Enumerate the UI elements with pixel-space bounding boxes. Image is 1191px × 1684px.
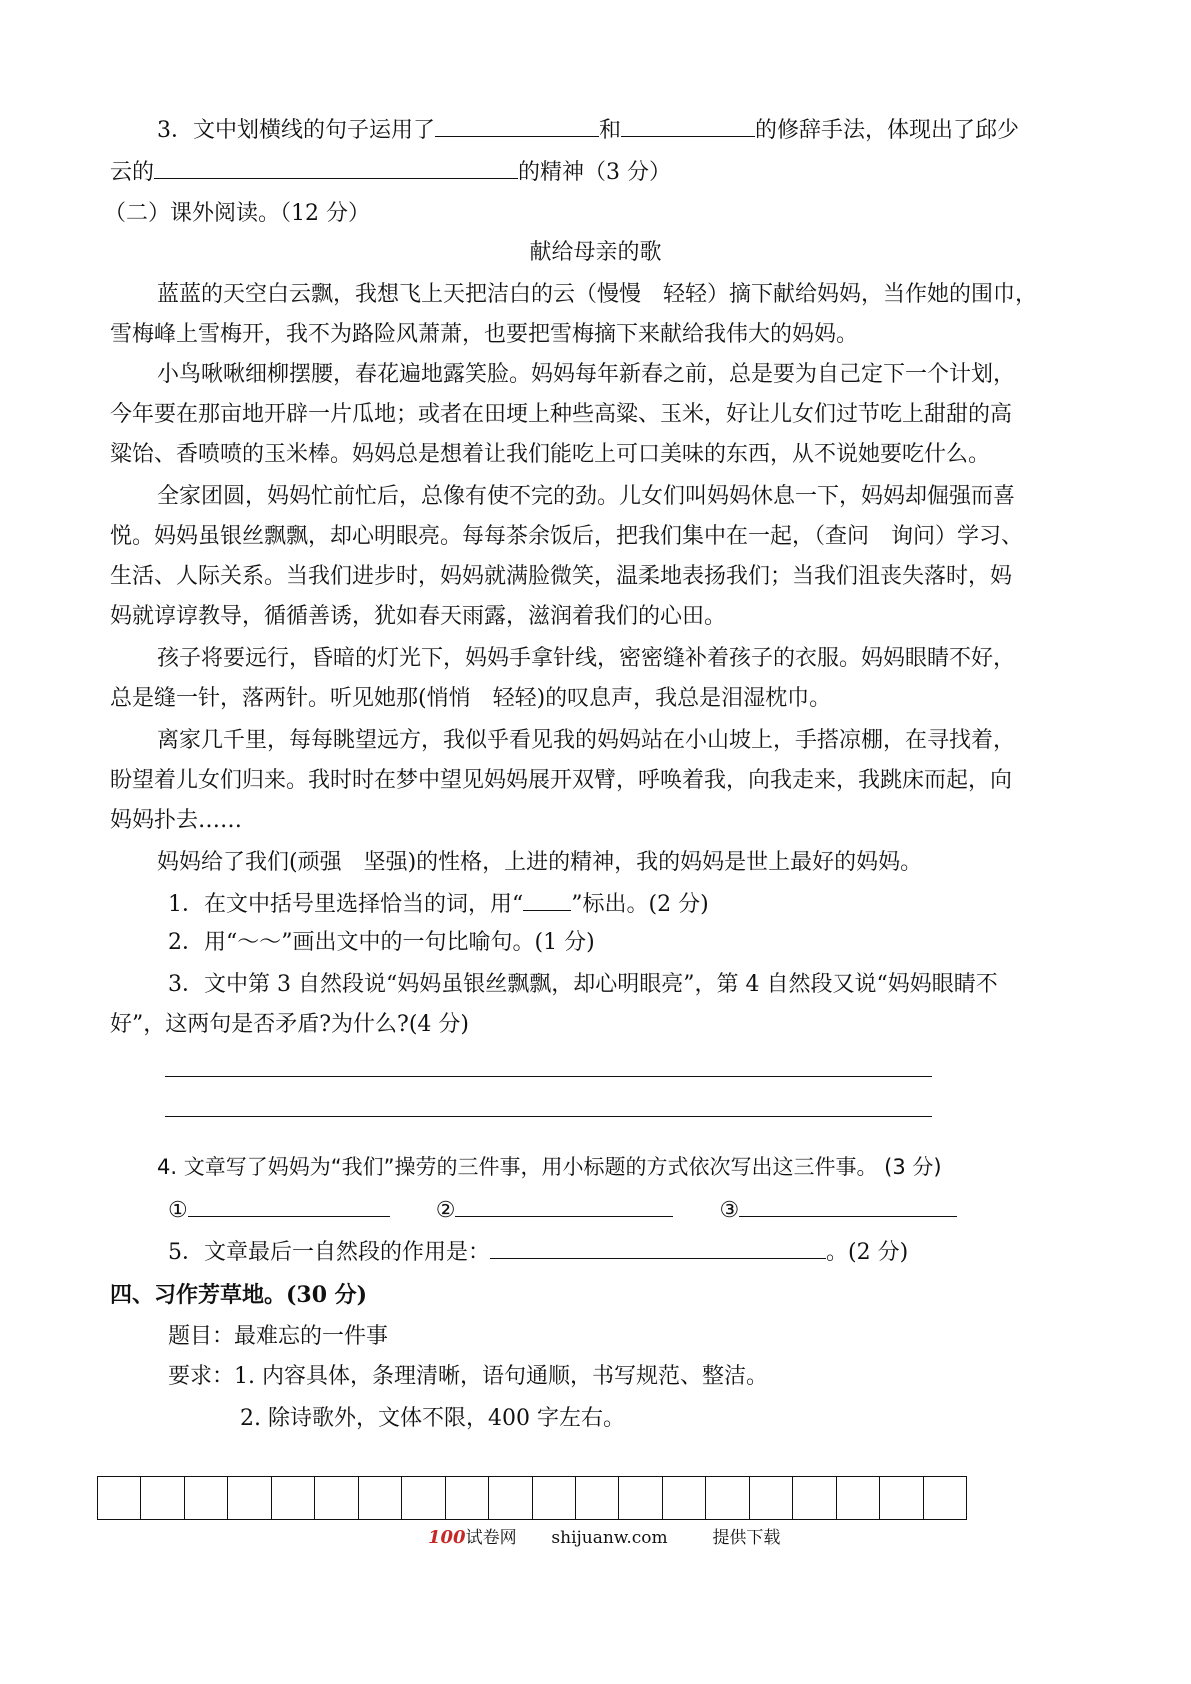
passage-line: 悦。妈妈虽银丝飘飘，却心明眼亮。每每茶余饭后，把我们集中在一起，（查问 询问）学习、 xyxy=(110,524,1024,549)
grid-cell[interactable] xyxy=(359,1477,402,1519)
answer-line[interactable] xyxy=(165,1116,932,1117)
site-domain[interactable]: shijuanw.com xyxy=(551,1528,668,1548)
answer-blank[interactable] xyxy=(435,114,599,137)
passage-line: 妈妈扑去…… xyxy=(110,808,243,833)
question-2: 2．用“～～”画出文中的一句比喻句。(1 分) xyxy=(168,930,595,955)
grid-cell[interactable] xyxy=(228,1477,271,1519)
grid-cell[interactable] xyxy=(663,1477,706,1519)
question-3-line2: 好”，这两句是否矛盾?为什么?(4 分) xyxy=(110,1012,469,1037)
grid-cell[interactable] xyxy=(402,1477,445,1519)
answer-blank[interactable] xyxy=(455,1194,673,1217)
question-5: 5．文章最后一自然段的作用是： 。(2 分) xyxy=(168,1236,908,1268)
passage-line: 粱饴、香喷喷的玉米棒。妈妈总是想着让我们能吃上可口美味的东西，从不说她要吃什么。 xyxy=(110,442,991,467)
essay-requirement-2: 2. 除诗歌外，文体不限，400 字左右。 xyxy=(240,1406,625,1431)
question-3-line1: 3．文中第 3 自然段说“妈妈虽银丝飘飘，却心明眼亮”，第 4 自然段又说“妈妈眼睛不 xyxy=(168,972,998,997)
q3-top-line2: 云的 的精神（3 分） xyxy=(110,156,671,188)
section2-heading: （二）课外阅读。（12 分） xyxy=(104,201,370,226)
footer-note: 提供下载 xyxy=(712,1528,781,1548)
footer xyxy=(428,1527,780,1549)
passage-line: 生活、人际关系。当我们进步时，妈妈就满脸微笑，温柔地表扬我们；当我们沮丧失落时，妈 xyxy=(110,564,1013,589)
answer-blank[interactable] xyxy=(739,1194,957,1217)
grid-cell[interactable] xyxy=(446,1477,489,1519)
grid-cell[interactable] xyxy=(315,1477,358,1519)
passage-line: 今年要在那亩地开辟一片瓜地；或者在田埂上种些高粱、玉米，好让儿女们过节吃上甜甜的高 xyxy=(110,402,1013,427)
site-logo: 100 xyxy=(428,1527,466,1548)
grid-cell[interactable] xyxy=(576,1477,619,1519)
grid-cell[interactable] xyxy=(489,1477,532,1519)
essay-requirement-1: 要求：1. 内容具体，条理清晰，语句通顺，书写规范、整洁。 xyxy=(168,1364,768,1389)
grid-cell[interactable] xyxy=(185,1477,228,1519)
answer-line[interactable] xyxy=(165,1076,932,1077)
passage-title: 献给母亲的歌 xyxy=(529,240,662,265)
answer-blank[interactable] xyxy=(188,1194,390,1217)
passage-line: 全家团圆，妈妈忙前忙后，总像有使不完的劲。儿女们叫妈妈休息一下，妈妈却倔强而喜 xyxy=(157,484,1016,509)
passage-line: 盼望着儿女们归来。我时时在梦中望见妈妈展开双臂，呼唤着我，向我走来，我跳床而起，向 xyxy=(110,768,1013,793)
passage-line: 离家几千里，每每眺望远方，我似乎看见我的妈妈站在小山坡上，手搭凉棚，在寻找着， xyxy=(157,728,1016,753)
underline-sample xyxy=(523,888,571,911)
passage-line: 孩子将要远行，昏暗的灯光下，妈妈手拿针线，密密缝补着孩子的衣服。妈妈眼睛不好， xyxy=(157,646,1016,671)
answer-blank[interactable] xyxy=(490,1236,826,1259)
grid-cell[interactable] xyxy=(272,1477,315,1519)
question-4-answers: ① ② ③ xyxy=(168,1194,957,1226)
question-4: 4. 文章写了妈妈为“我们”操劳的三件事，用小标题的方式依次写出这三件事。 (3 分) xyxy=(157,1155,942,1179)
passage-line: 妈妈给了我们(顽强 坚强)的性格，上进的精神，我的妈妈是世上最好的妈妈。 xyxy=(157,850,923,875)
writing-grid[interactable] xyxy=(97,1476,967,1520)
grid-cell[interactable] xyxy=(98,1477,141,1519)
grid-cell[interactable] xyxy=(533,1477,576,1519)
passage-line: 雪梅峰上雪梅开，我不为路险风萧萧，也要把雪梅摘下来献给我伟大的妈妈。 xyxy=(110,322,859,347)
passage-line: 总是缝一针，落两针。听见她那(悄悄 轻轻)的叹息声，我总是泪湿枕巾。 xyxy=(110,686,832,711)
grid-cell[interactable] xyxy=(880,1477,923,1519)
answer-blank[interactable] xyxy=(621,114,755,137)
passage-line: 妈就谆谆教导，循循善诱，犹如春天雨露，滋润着我们的心田。 xyxy=(110,604,727,629)
answer-blank[interactable] xyxy=(154,156,518,179)
grid-cell[interactable] xyxy=(924,1477,966,1519)
grid-cell[interactable] xyxy=(793,1477,836,1519)
site-name: 试卷网 xyxy=(465,1528,517,1548)
grid-cell[interactable] xyxy=(706,1477,749,1519)
q3-top-line1: 3．文中划横线的句子运用了 和 的修辞手法，体现出了邱少 xyxy=(157,114,1019,146)
section4-heading: 四、习作芳草地。(30 分) xyxy=(110,1282,368,1308)
grid-cell[interactable] xyxy=(837,1477,880,1519)
passage-line: 小鸟啾啾细柳摆腰，春花遍地露笑脸。妈妈每年新春之前，总是要为自己定下一个计划， xyxy=(157,362,1016,387)
grid-cell[interactable] xyxy=(750,1477,793,1519)
essay-topic: 题目：最难忘的一件事 xyxy=(168,1324,389,1349)
question-1: 1．在文中括号里选择恰当的词，用“ ”标出。(2 分) xyxy=(168,888,709,920)
grid-cell[interactable] xyxy=(619,1477,662,1519)
passage-line: 蓝蓝的天空白云飘，我想飞上天把洁白的云（慢慢 轻轻）摘下献给妈妈，当作她的围巾， xyxy=(157,282,1038,307)
grid-cell[interactable] xyxy=(141,1477,184,1519)
